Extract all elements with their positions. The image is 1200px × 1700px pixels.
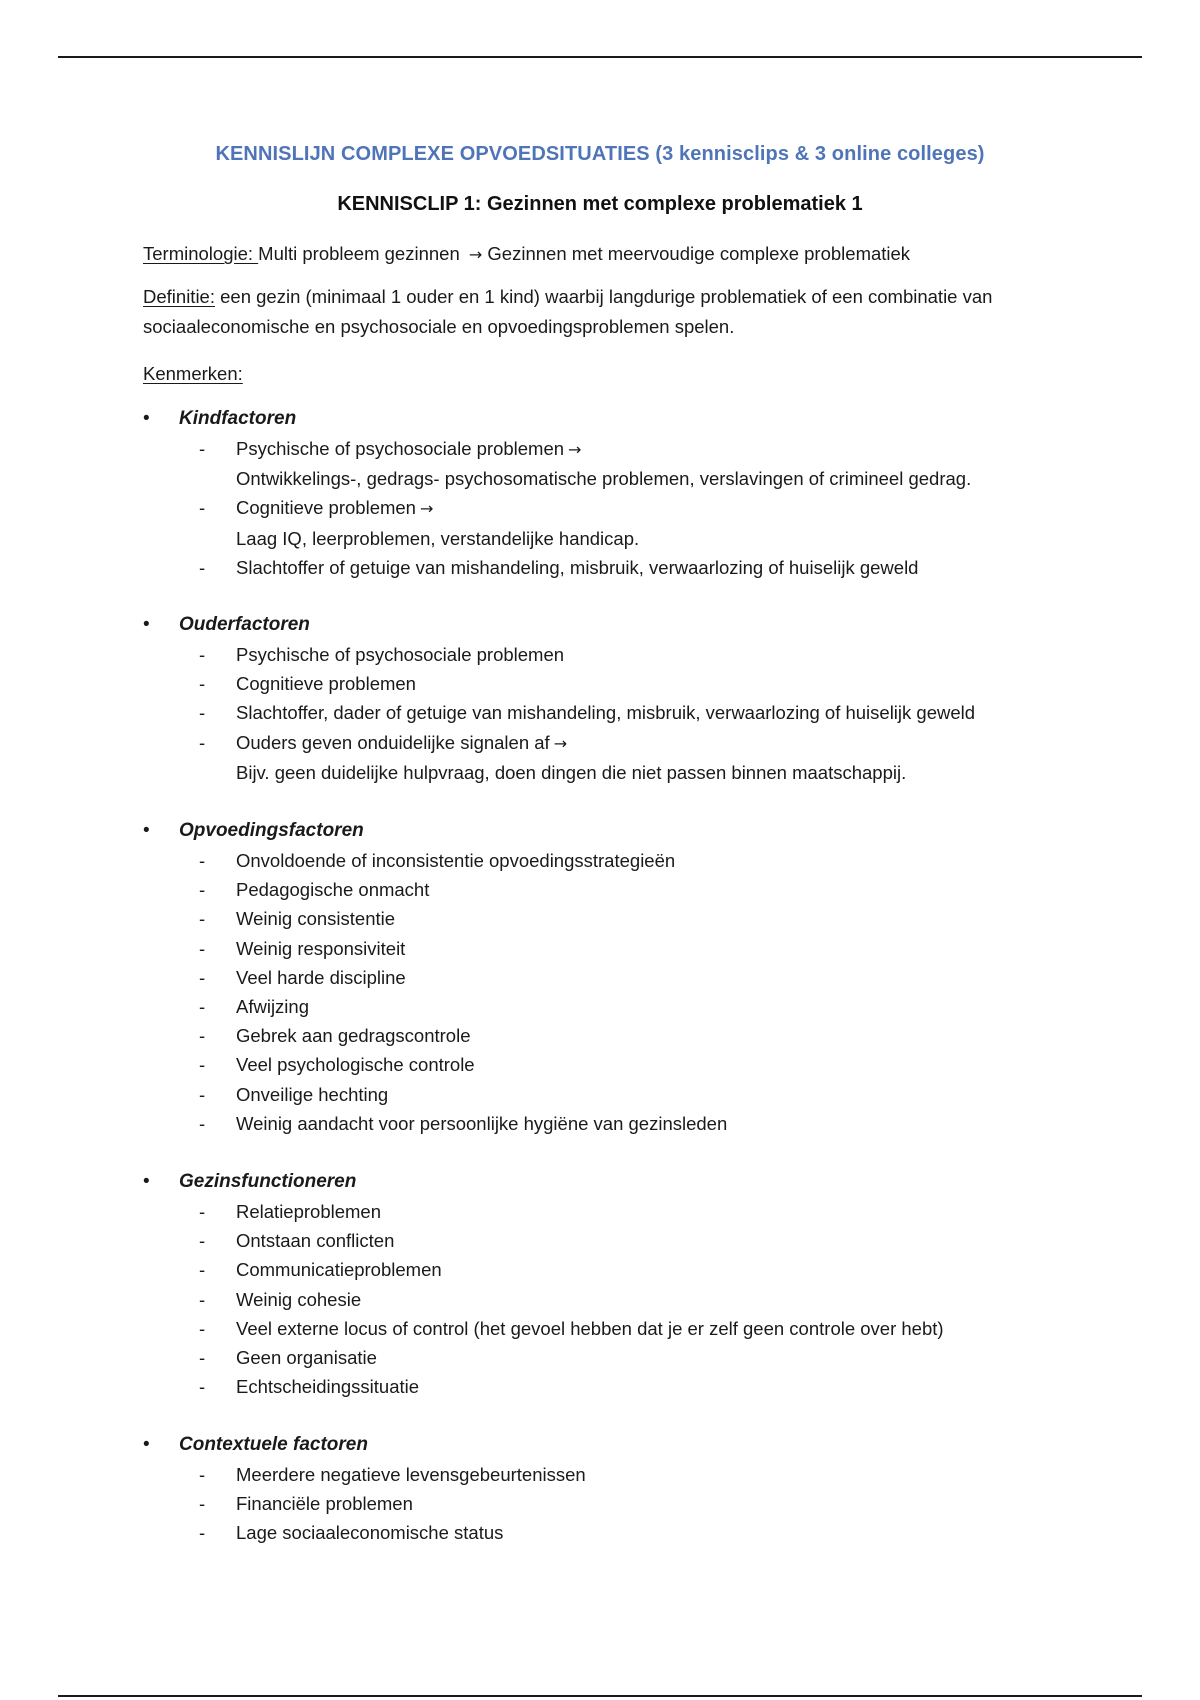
list-item bbox=[143, 1314, 1103, 1343]
dash-bullet-icon: - bbox=[199, 438, 206, 459]
list-item-text: Weinig consistentie bbox=[236, 908, 396, 930]
item-list bbox=[143, 1197, 1103, 1401]
list-item-text: Relatieproblemen bbox=[236, 1201, 382, 1222]
definition-label: Definitie: bbox=[143, 286, 215, 307]
list-item bbox=[143, 1255, 1103, 1284]
list-item bbox=[143, 1021, 1103, 1050]
dash-bullet-icon: - bbox=[199, 908, 206, 930]
kenmerken-heading bbox=[143, 359, 1063, 389]
definition-text: een gezin (minimaal 1 ouder en 1 kind) waarbij langdurige problematiek of een combinatie van sociaaleconomische en psychosociale en opvoedingsproblemen spelen. bbox=[143, 286, 993, 337]
section-gezinsfunctioneren bbox=[143, 1168, 1103, 1401]
list-item-text: Afwijzing bbox=[236, 996, 309, 1018]
dash-bullet-icon: - bbox=[199, 996, 206, 1018]
list-item bbox=[143, 934, 1103, 963]
bullet-icon: • bbox=[143, 1171, 150, 1192]
list-item-text: Echtscheidingssituatie bbox=[236, 1376, 420, 1398]
item-list bbox=[143, 640, 1103, 787]
list-item bbox=[143, 963, 1103, 992]
list-item-subtext: Ontwikkelings-, gedrags- psychosomatische problemen, verslavingen of crimineel gedrag. bbox=[236, 468, 972, 490]
dash-bullet-icon: - bbox=[199, 1201, 206, 1222]
list-item bbox=[143, 698, 1103, 727]
list-item bbox=[143, 875, 1103, 904]
terminology-text2: Gezinnen met meervoudige complexe problematiek bbox=[487, 243, 911, 264]
dash-bullet-icon: - bbox=[199, 556, 206, 578]
item-list bbox=[143, 846, 1103, 1138]
list-item-text: Weinig responsiviteit bbox=[236, 937, 406, 959]
list-item bbox=[143, 1080, 1103, 1109]
list-item bbox=[143, 1460, 1103, 1489]
list-item bbox=[143, 728, 1103, 787]
dash-bullet-icon: - bbox=[199, 1347, 206, 1369]
section-opvoedingsfactoren bbox=[143, 817, 1103, 1138]
list-item-text: Ontstaan conflicten bbox=[236, 1230, 395, 1252]
list-item-text: Veel harde discipline bbox=[236, 966, 406, 988]
list-item-text: Pedagogische onmacht bbox=[236, 879, 430, 901]
list-item-text: Cognitieve problemen bbox=[236, 497, 416, 519]
list-item-text: Gebrek aan gedragscontrole bbox=[236, 1025, 471, 1047]
definition-paragraph bbox=[143, 282, 1063, 342]
dash-bullet-icon: - bbox=[199, 1083, 206, 1105]
list-item-text: Slachtoffer, dader of getuige van mishandeling, misbruik, verwaarlozing of huiselijk geweld bbox=[236, 702, 976, 724]
list-item bbox=[143, 553, 1103, 582]
dash-bullet-icon: - bbox=[199, 1025, 206, 1047]
list-item bbox=[143, 1226, 1103, 1255]
list-item bbox=[143, 640, 1103, 669]
dash-bullet-icon: - bbox=[199, 1464, 206, 1485]
section-heading bbox=[143, 1168, 1103, 1196]
terminology-paragraph bbox=[143, 239, 1063, 270]
list-item-text: Communicatieproblemen bbox=[236, 1259, 442, 1281]
section-heading-text: Gezinsfunctioneren bbox=[179, 1171, 357, 1192]
list-item-text: Ouders geven onduidelijke signalen af bbox=[236, 731, 550, 753]
section-heading bbox=[143, 405, 1103, 433]
arrow-right-icon: → bbox=[419, 499, 434, 519]
bullet-icon: • bbox=[143, 1434, 150, 1455]
list-item bbox=[143, 1197, 1103, 1226]
dash-bullet-icon: - bbox=[199, 731, 206, 753]
dash-bullet-icon: - bbox=[199, 673, 206, 695]
dash-bullet-icon: - bbox=[199, 850, 206, 871]
list-item-text: Geen organisatie bbox=[236, 1347, 377, 1369]
dash-bullet-icon: - bbox=[199, 879, 206, 901]
dash-bullet-icon: - bbox=[199, 966, 206, 988]
dash-bullet-icon: - bbox=[199, 1317, 206, 1339]
dash-bullet-icon: - bbox=[199, 1376, 206, 1398]
dash-bullet-icon: - bbox=[199, 644, 206, 665]
list-item bbox=[143, 669, 1103, 698]
list-item-text: Veel psychologische controle bbox=[236, 1054, 475, 1076]
bottom-rule bbox=[58, 1695, 1142, 1697]
bullet-icon: • bbox=[143, 614, 150, 635]
list-item-text: Financiële problemen bbox=[236, 1493, 413, 1515]
item-list bbox=[143, 434, 1103, 582]
list-item bbox=[143, 1285, 1103, 1314]
list-item-text: Lage sociaaleconomische status bbox=[236, 1522, 504, 1544]
dash-bullet-icon: - bbox=[199, 937, 206, 959]
list-item-text: Slachtoffer of getuige van mishandeling, misbruik, verwaarlozing of huiselijk geweld bbox=[236, 556, 919, 578]
list-item-subtext: Laag IQ, leerproblemen, verstandelijke handicap. bbox=[236, 527, 640, 549]
list-item-text: Psychische of psychosociale problemen bbox=[236, 438, 565, 459]
section-heading-text: Contextuele factoren bbox=[179, 1434, 368, 1455]
section-heading-text: Ouderfactoren bbox=[179, 614, 310, 635]
dash-bullet-icon: - bbox=[199, 1112, 206, 1134]
kenmerken-label: Kenmerken: bbox=[143, 363, 243, 384]
bullet-icon: • bbox=[143, 820, 150, 841]
list-item bbox=[143, 1050, 1103, 1079]
arrow-right-icon: → bbox=[553, 733, 568, 753]
section-heading-text: Kindfactoren bbox=[179, 408, 297, 429]
dash-bullet-icon: - bbox=[199, 1288, 206, 1310]
document-title: KENNISLIJN COMPLEXE OPVOEDSITUATIES (3 kennisclips & 3 online colleges) bbox=[215, 143, 985, 165]
list-item bbox=[143, 904, 1103, 933]
list-item bbox=[143, 1518, 1103, 1547]
terminology-label: Terminologie: bbox=[143, 243, 259, 264]
dash-bullet-icon: - bbox=[199, 1522, 206, 1544]
arrow-right-icon: → bbox=[568, 440, 582, 459]
list-item-text: Weinig aandacht voor persoonlijke hygiëne van gezinsleden bbox=[236, 1112, 728, 1134]
section-kindfactoren bbox=[143, 405, 1103, 582]
section-contextuele-factoren bbox=[143, 1431, 1103, 1548]
list-item-text: Onvoldoende of inconsistentie opvoedingsstrategieën bbox=[236, 850, 676, 871]
dash-bullet-icon: - bbox=[199, 702, 206, 724]
section-heading bbox=[143, 1431, 1103, 1459]
list-item bbox=[143, 434, 1103, 493]
list-item-text: Weinig cohesie bbox=[236, 1288, 362, 1310]
bullet-icon: • bbox=[143, 408, 150, 429]
dash-bullet-icon: - bbox=[199, 1230, 206, 1252]
list-item bbox=[143, 1372, 1103, 1401]
list-item bbox=[143, 1489, 1103, 1518]
dash-bullet-icon: - bbox=[199, 497, 206, 519]
list-item-subtext: Bijv. geen duidelijke hulpvraag, doen dingen die niet passen binnen maatschappij. bbox=[236, 761, 907, 783]
top-rule bbox=[58, 56, 1142, 58]
terminology-text: Multi probleem gezinnen bbox=[258, 243, 460, 264]
dash-bullet-icon: - bbox=[199, 1259, 206, 1281]
arrow-right-icon: → bbox=[468, 245, 483, 264]
section-ouderfactoren bbox=[143, 611, 1103, 787]
dash-bullet-icon: - bbox=[199, 1054, 206, 1076]
section-heading-text: Opvoedingsfactoren bbox=[179, 820, 364, 841]
list-item bbox=[143, 992, 1103, 1021]
list-item bbox=[143, 493, 1103, 552]
list-item bbox=[143, 1343, 1103, 1372]
list-item-text: Cognitieve problemen bbox=[236, 673, 416, 695]
list-item-text: Meerdere negatieve levensgebeurtenissen bbox=[236, 1464, 586, 1485]
dash-bullet-icon: - bbox=[199, 1493, 206, 1515]
clip-title: KENNISCLIP 1: Gezinnen met complexe problematiek 1 bbox=[337, 193, 863, 215]
list-item-text: Psychische of psychosociale problemen bbox=[236, 644, 565, 665]
section-heading bbox=[143, 611, 1103, 639]
list-item bbox=[143, 846, 1103, 875]
list-item bbox=[143, 1109, 1103, 1138]
section-heading bbox=[143, 817, 1103, 845]
list-item-text: Onveilige hechting bbox=[236, 1083, 389, 1105]
item-list bbox=[143, 1460, 1103, 1548]
list-item-text: Veel externe locus of control (het gevoel hebben dat je er zelf geen controle over hebt) bbox=[236, 1317, 944, 1339]
